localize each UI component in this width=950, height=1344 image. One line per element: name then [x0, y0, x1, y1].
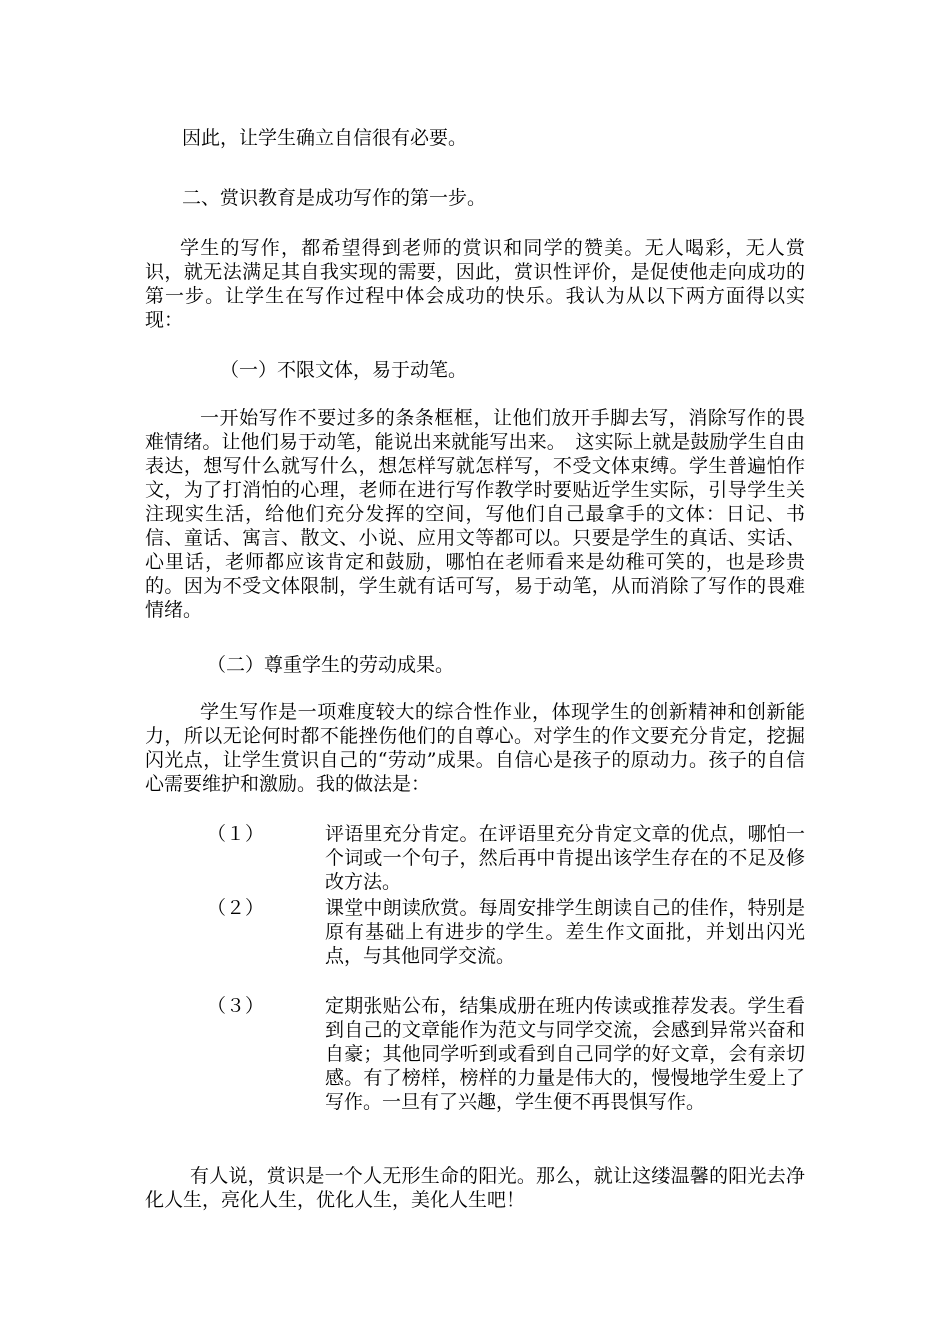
subsection-paragraph-1: 一开始写作不要过多的条条框框，让他们放开手脚去写，消除写作的畏难情绪。让他们易于动笔，能说出来就能写出来。 这实际上就是鼓励学生自由表达，想写什么就写什么，想怎样写就怎样写，不受文体束缚。学生普遍怕作文，为了打消怕的心理，老师在进行写作教学时要贴近学生实际，引导学生关注现实生活，给他们充分发挥的空间，写他们自己最拿手的文体：日记、书信、童话、寓言、散文、小说、应用文等都可以。只要是学生的真话、实话、心里话，老师都应该肯定和鼓励，哪怕在老师看来是幼稚可笑的，也是珍贵的。因为不受文体限制，学生就有话可写，易于动笔，从而消除了写作的畏难情绪。	[145, 407, 805, 621]
subsection-heading-2: （二）尊重学生的劳动成果。	[207, 654, 455, 676]
subsection-heading-1: （一）不限文体，易于动笔。	[220, 359, 468, 381]
intro-paragraph: 因此，让学生确立自信很有必要。	[182, 127, 468, 149]
list-number: （３）	[207, 995, 265, 1017]
list-number: （１）	[207, 823, 265, 845]
list-text: 定期张贴公布，结集成册在班内传读或推荐发表。学生看到自己的文章能作为范文与同学交流，会感到异常兴奋和自豪；其他同学听到或看到自己同学的好文章，会有亲切感。有了榜样，榜样的力量是伟大的，慢慢地学生爱上了写作。一旦有了兴趣，学生便不再畏惧写作。	[325, 995, 805, 1113]
section-heading: 二、赏识教育是成功写作的第一步。	[182, 187, 487, 209]
list-number: （２）	[207, 897, 265, 919]
list-text: 评语里充分肯定。在评语里充分肯定文章的优点，哪怕一个词或一个句子，然后再中肯提出该学生存在的不足及修改方法。	[325, 823, 805, 893]
subsection-paragraph-2: 学生写作是一项难度较大的综合性作业，体现学生的创新精神和创新能力，所以无论何时都不能挫伤他们的自尊心。对学生的作文要充分肯定，挖掘闪光点，让学生赏识自己的“劳动”成果。自信心是孩子的原动力。孩子的自信心需要维护和激励。我的做法是：	[145, 701, 805, 795]
closing-paragraph: 有人说，赏识是一个人无形生命的阳光。那么，就让这缕温馨的阳光去净化人生，亮化人生，优化人生，美化人生吧！	[145, 1165, 805, 1211]
list-text: 课堂中朗读欣赏。每周安排学生朗读自己的佳作，特别是原有基础上有进步的学生。差生作文面批，并划出闪光点，与其他同学交流。	[325, 897, 805, 967]
section-paragraph: 学生的写作，都希望得到老师的赏识和同学的赞美。无人喝彩，无人赏识，就无法满足其自我实现的需要，因此，赏识性评价，是促使他走向成功的第一步。让学生在写作过程中体会成功的快乐。我认为从以下两方面得以实现：	[145, 237, 805, 331]
